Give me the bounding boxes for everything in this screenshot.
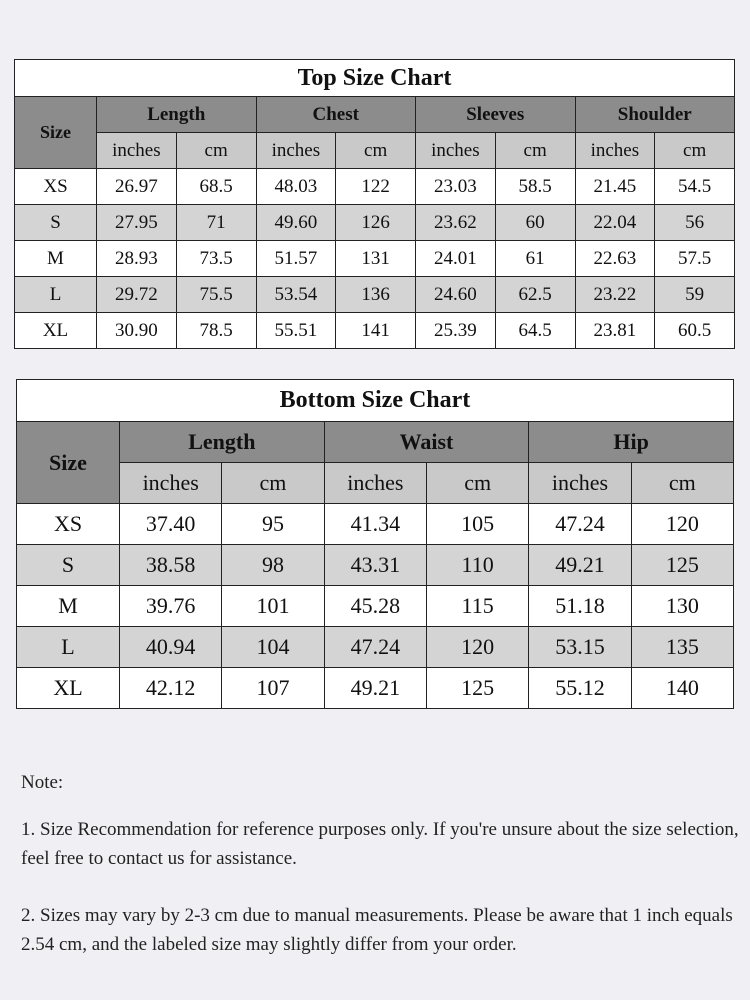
value-cell: 53.54 <box>256 277 336 313</box>
value-cell: 135 <box>631 627 733 668</box>
bottom-unit: cm <box>222 463 324 504</box>
value-cell: 23.81 <box>575 313 655 349</box>
value-cell: 98 <box>222 545 324 586</box>
value-cell: 55.51 <box>256 313 336 349</box>
value-cell: 125 <box>426 668 528 709</box>
table-row <box>17 668 734 709</box>
value-cell: 26.97 <box>97 169 177 205</box>
value-cell: 125 <box>631 545 733 586</box>
top-unit: cm <box>655 133 735 169</box>
bottom-unit: cm <box>631 463 733 504</box>
table-row <box>15 313 735 349</box>
value-cell: 62.5 <box>495 277 575 313</box>
value-cell: 104 <box>222 627 324 668</box>
size-cell: XL <box>15 313 97 349</box>
value-cell: 115 <box>426 586 528 627</box>
value-cell: 57.5 <box>655 241 735 277</box>
top-size-chart <box>14 59 735 349</box>
note-item: 1. Size Recommendation for reference purposes only. If you're unsure about the size selection, feel free to contact us for assistance. <box>21 819 739 869</box>
value-cell: 141 <box>336 313 416 349</box>
size-cell: S <box>17 545 120 586</box>
top-group-length: Length <box>97 97 257 133</box>
note-item: 2. Sizes may vary by 2-3 cm due to manual measurements. Please be aware that 1 inch equals 2.54 cm, and the labeled size may slightly differ from your order. <box>21 905 733 955</box>
value-cell: 23.03 <box>416 169 496 205</box>
value-cell: 60 <box>495 205 575 241</box>
top-unit: cm <box>176 133 256 169</box>
table-row <box>17 545 734 586</box>
value-cell: 41.34 <box>324 504 426 545</box>
value-cell: 39.76 <box>120 586 222 627</box>
bottom-size-header: Size <box>17 422 120 504</box>
value-cell: 73.5 <box>176 241 256 277</box>
top-group-shoulder: Shoulder <box>575 97 735 133</box>
bottom-chart-title: Bottom Size Chart <box>17 380 734 422</box>
size-cell: M <box>17 586 120 627</box>
value-cell: 60.5 <box>655 313 735 349</box>
notes-section <box>21 768 741 959</box>
value-cell: 140 <box>631 668 733 709</box>
value-cell: 71 <box>176 205 256 241</box>
value-cell: 22.63 <box>575 241 655 277</box>
table-row <box>15 241 735 277</box>
value-cell: 49.21 <box>324 668 426 709</box>
size-cell: XS <box>15 169 97 205</box>
bottom-size-chart <box>16 379 734 709</box>
bottom-unit: cm <box>426 463 528 504</box>
value-cell: 25.39 <box>416 313 496 349</box>
table-row <box>15 205 735 241</box>
value-cell: 47.24 <box>529 504 631 545</box>
value-cell: 101 <box>222 586 324 627</box>
value-cell: 37.40 <box>120 504 222 545</box>
value-cell: 68.5 <box>176 169 256 205</box>
top-group-sleeves: Sleeves <box>416 97 576 133</box>
value-cell: 49.21 <box>529 545 631 586</box>
value-cell: 55.12 <box>529 668 631 709</box>
top-unit: cm <box>495 133 575 169</box>
value-cell: 38.58 <box>120 545 222 586</box>
value-cell: 120 <box>426 627 528 668</box>
bottom-group-waist: Waist <box>324 422 529 463</box>
value-cell: 110 <box>426 545 528 586</box>
notes-heading: Note: <box>21 772 64 793</box>
value-cell: 61 <box>495 241 575 277</box>
value-cell: 59 <box>655 277 735 313</box>
table-row <box>17 627 734 668</box>
size-cell: L <box>17 627 120 668</box>
value-cell: 95 <box>222 504 324 545</box>
value-cell: 23.62 <box>416 205 496 241</box>
value-cell: 48.03 <box>256 169 336 205</box>
table-row <box>15 277 735 313</box>
value-cell: 21.45 <box>575 169 655 205</box>
value-cell: 78.5 <box>176 313 256 349</box>
value-cell: 53.15 <box>529 627 631 668</box>
value-cell: 64.5 <box>495 313 575 349</box>
value-cell: 27.95 <box>97 205 177 241</box>
value-cell: 40.94 <box>120 627 222 668</box>
top-unit: inches <box>256 133 336 169</box>
top-size-header: Size <box>15 97 97 169</box>
value-cell: 28.93 <box>97 241 177 277</box>
bottom-group-hip: Hip <box>529 422 734 463</box>
top-group-chest: Chest <box>256 97 416 133</box>
value-cell: 47.24 <box>324 627 426 668</box>
value-cell: 23.22 <box>575 277 655 313</box>
value-cell: 107 <box>222 668 324 709</box>
size-cell: XL <box>17 668 120 709</box>
table-row <box>17 586 734 627</box>
table-row <box>15 169 735 205</box>
size-cell: M <box>15 241 97 277</box>
bottom-unit: inches <box>324 463 426 504</box>
bottom-unit: inches <box>529 463 631 504</box>
value-cell: 136 <box>336 277 416 313</box>
value-cell: 105 <box>426 504 528 545</box>
value-cell: 54.5 <box>655 169 735 205</box>
value-cell: 51.18 <box>529 586 631 627</box>
value-cell: 120 <box>631 504 733 545</box>
value-cell: 75.5 <box>176 277 256 313</box>
value-cell: 58.5 <box>495 169 575 205</box>
top-unit: inches <box>416 133 496 169</box>
top-unit: cm <box>336 133 416 169</box>
value-cell: 122 <box>336 169 416 205</box>
value-cell: 24.01 <box>416 241 496 277</box>
value-cell: 51.57 <box>256 241 336 277</box>
value-cell: 43.31 <box>324 545 426 586</box>
table-row <box>17 504 734 545</box>
value-cell: 24.60 <box>416 277 496 313</box>
value-cell: 131 <box>336 241 416 277</box>
value-cell: 126 <box>336 205 416 241</box>
value-cell: 45.28 <box>324 586 426 627</box>
top-unit: inches <box>97 133 177 169</box>
value-cell: 30.90 <box>97 313 177 349</box>
value-cell: 56 <box>655 205 735 241</box>
value-cell: 22.04 <box>575 205 655 241</box>
value-cell: 130 <box>631 586 733 627</box>
value-cell: 49.60 <box>256 205 336 241</box>
size-cell: XS <box>17 504 120 545</box>
top-unit: inches <box>575 133 655 169</box>
bottom-group-length: Length <box>120 422 325 463</box>
size-cell: L <box>15 277 97 313</box>
size-cell: S <box>15 205 97 241</box>
top-chart-title: Top Size Chart <box>15 60 735 97</box>
bottom-unit: inches <box>120 463 222 504</box>
value-cell: 42.12 <box>120 668 222 709</box>
value-cell: 29.72 <box>97 277 177 313</box>
